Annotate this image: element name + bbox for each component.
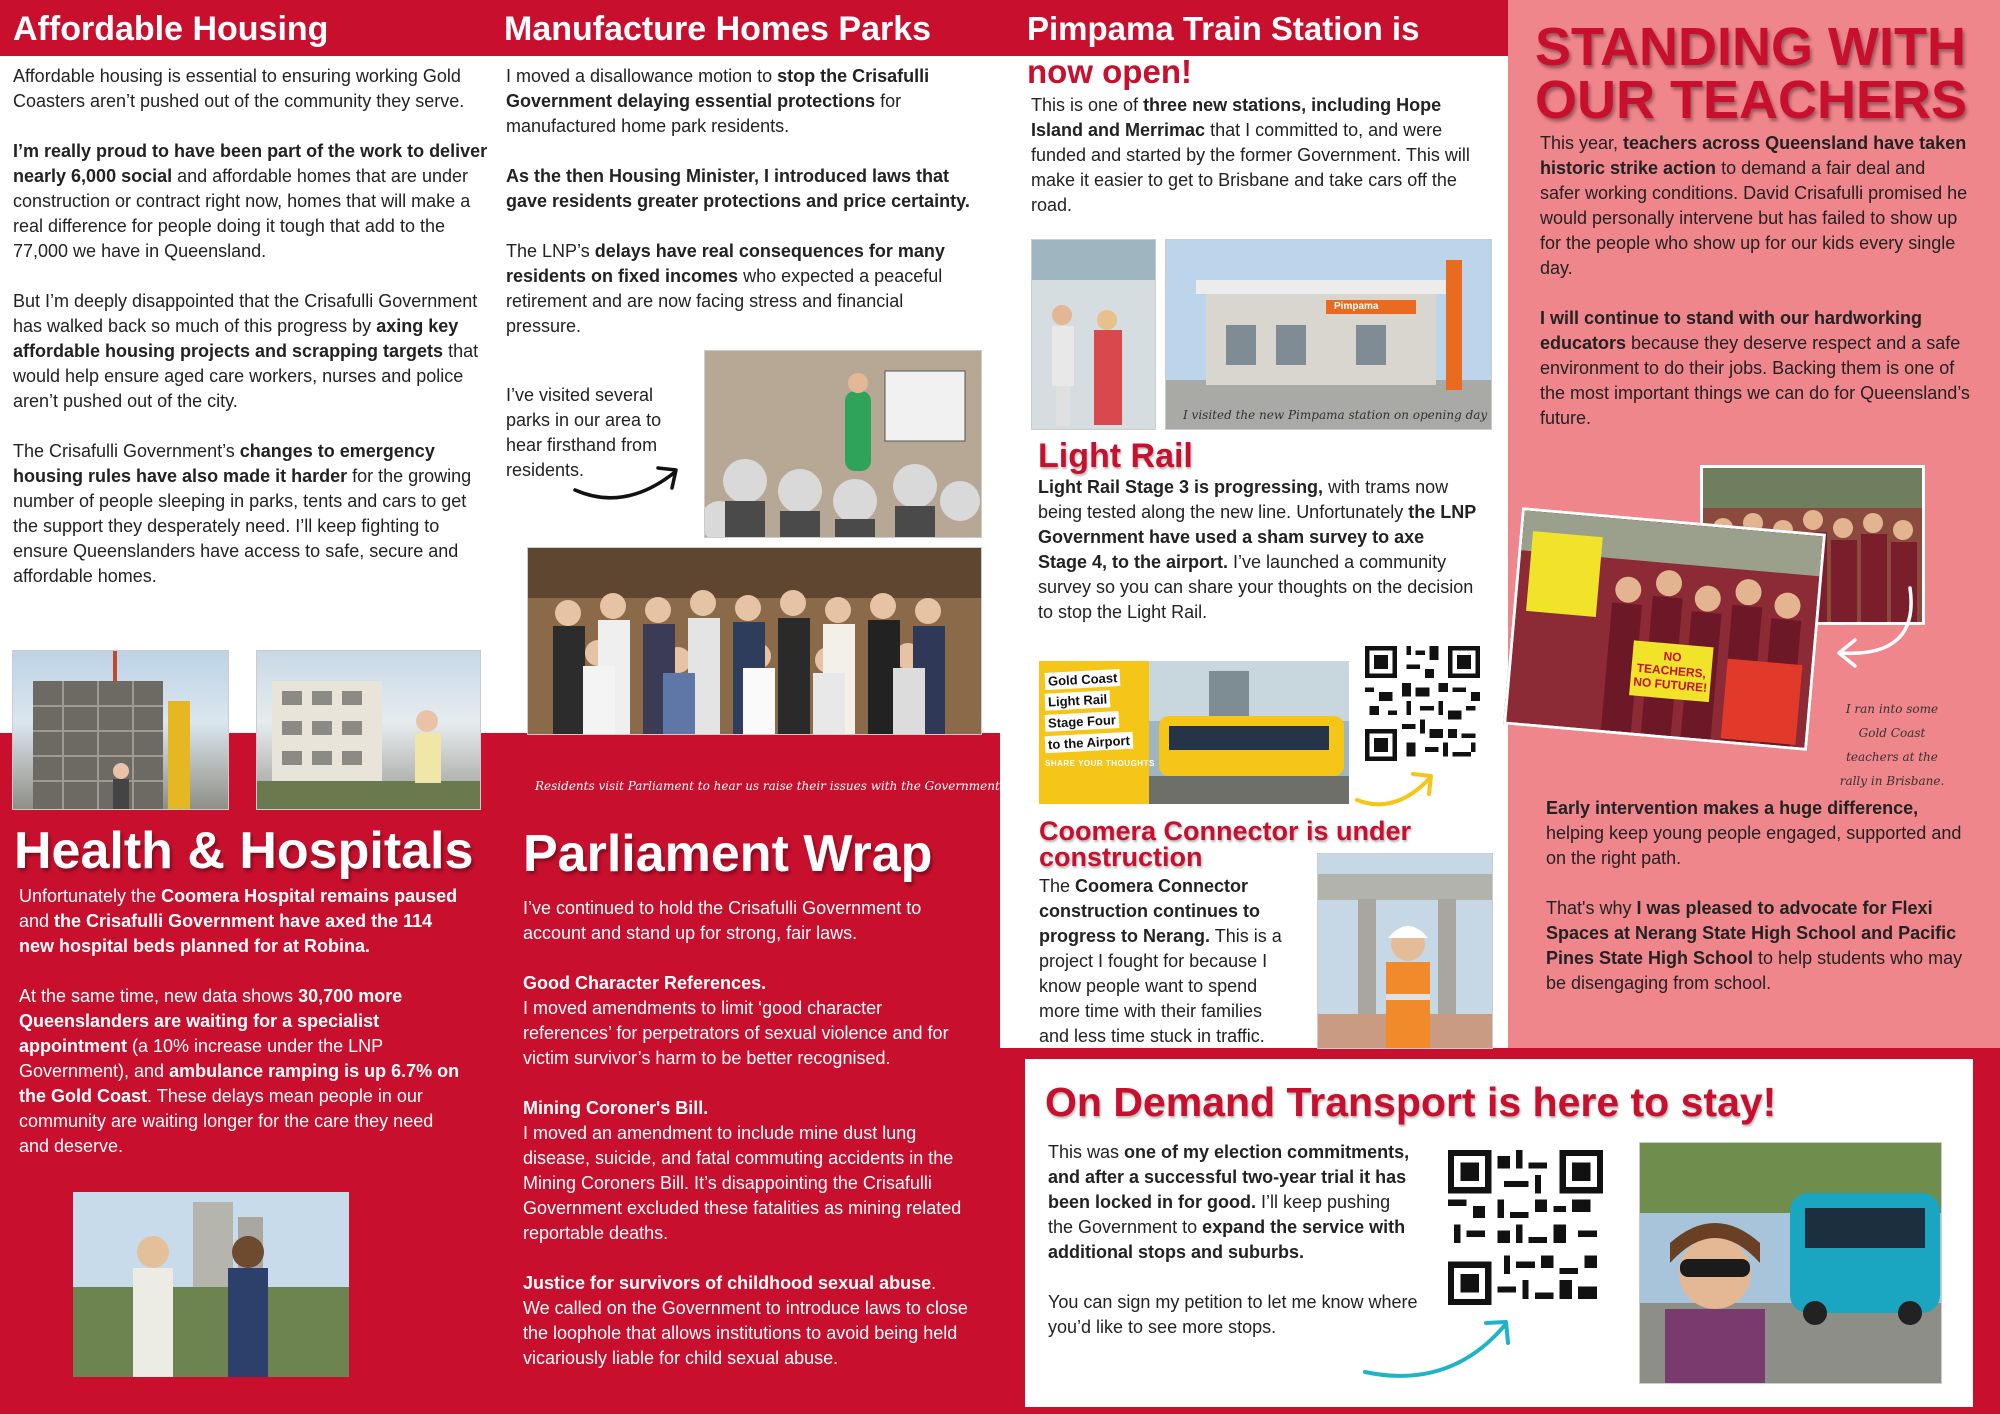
health-p2-bold2: ambulance ramping is up 6.7% on the Gold Coast — [19, 1061, 460, 1106]
parliament-s3-dot: . — [931, 1273, 937, 1293]
teachers-body-top — [1540, 131, 1970, 431]
affordable-p4-text2: for the growing number of people sleeping in parks, tents and cars to get the support they desperately need. I’ll keep fighting to ensure Queenslanders have access to safe, secure and affordable homes. — [13, 466, 472, 586]
parliament-group-photo — [527, 547, 982, 735]
lightrail-p1-bold: Light Rail Stage 3 is progressing, — [1038, 477, 1324, 497]
teachers-p2 — [1540, 306, 1970, 431]
lightrail-promo-text — [1045, 671, 1155, 768]
teachers-p4 — [1546, 896, 1971, 996]
manufactured-body — [506, 64, 976, 339]
promo-line-3: Stage Four — [1045, 711, 1120, 732]
ondemand-p1-text2: I’ll keep pushing the Government to — [1048, 1192, 1391, 1237]
affordable-p4-text: The Crisafulli Government’s — [13, 441, 240, 461]
pimpama-title-line2: now open! — [1027, 53, 1192, 90]
parliament-body — [523, 896, 968, 1371]
lightrail-p1-bold2: the LNP Government have used a sham survey to axe Stage 4, to the airport. — [1038, 502, 1476, 572]
yellow-arrow-icon — [1355, 760, 1445, 810]
teachers-body-bottom — [1546, 796, 1971, 996]
lightrail-p1-text2: I’ve launched a community survey so you can share your thoughts on the decision to stop the Light Rail. — [1038, 552, 1474, 622]
housing-construction-photo — [12, 650, 229, 810]
health-p1-bold: Coomera Hospital remains paused — [161, 886, 458, 906]
coomera-illustration — [1318, 854, 1493, 1049]
teachers-p1-text: This year, — [1540, 133, 1624, 153]
health-p2-text3: . These delays mean people in our community are waiting longer for the care they need and deserve. — [19, 1086, 434, 1156]
health-p1-text: Unfortunately the — [19, 886, 162, 906]
parliament-s2-body: I moved an amendment to include mine dust lung disease, suicide, and fatal commuting accidents in the Mining Coroners Bill. It’s disappointing the Crisafulli Government excluded these fatalities as mining related reportable deaths. — [523, 1123, 962, 1243]
health-title: Health & Hospitals — [14, 822, 474, 880]
pimpama-station-photo — [1165, 239, 1492, 430]
lightrail-title: Light Rail — [1038, 437, 1193, 475]
affordable-p3 — [13, 289, 488, 414]
affordable-p4 — [13, 439, 488, 589]
manufactured-p1 — [506, 64, 976, 139]
coomera-p1 — [1039, 874, 1294, 1049]
manufactured-title: Manufacture Homes Parks — [504, 10, 932, 48]
manufactured-p3-bold: delays have real consequences for many residents on fixed incomes — [506, 241, 945, 286]
lightrail-p1 — [1038, 475, 1478, 625]
affordable-body — [13, 64, 488, 589]
lightrail-p1-text: with trams now being tested along the new line. Unfortunately — [1038, 477, 1449, 522]
manufactured-p3-text: The LNP’s — [506, 241, 595, 261]
promo-line-2: Light Rail — [1045, 690, 1111, 710]
coomera-title-line1: Coomera Connector is under — [1039, 816, 1412, 846]
promo-line-1: Gold Coast — [1045, 669, 1121, 690]
pimpama-title-line1: Pimpama Train Station is — [1027, 10, 1420, 47]
hospital-illustration — [73, 1192, 349, 1377]
lightrail-survey-qr-code[interactable] — [1365, 646, 1480, 761]
teachers-rally-photo-front — [1503, 507, 1826, 751]
white-curved-arrow-icon — [1825, 578, 1925, 688]
teachers-p3-bold: Early intervention makes a huge difference, — [1546, 798, 1919, 818]
manufactured-p2 — [506, 164, 976, 214]
parliament-photo-caption: Residents visit Parliament to hear us raise their issues with the Government — [535, 779, 1000, 793]
construction-illustration — [13, 651, 229, 810]
affordable-p2-text: and affordable homes that are under construction or contract right now, homes that will make a real difference for people doing it tough that add to the 77,000 we have in Queensland. — [13, 166, 471, 261]
teachers-title-line1: STANDING WITH — [1535, 17, 1966, 77]
coomera-p1-text: The — [1039, 876, 1076, 896]
ondemand-petition-qr-code[interactable] — [1448, 1150, 1603, 1305]
manufactured-p2-bold: As the then Housing Minister, I introduced laws that gave residents greater protections and price certainty. — [506, 166, 970, 211]
affordable-p3-text: But I’m deeply disappointed that the Crisafulli Government has walked back so much of this progress by — [13, 291, 478, 336]
pimpama-body — [1031, 93, 1471, 218]
manufactured-p1-bold: stop the Crisafulli Government delaying essential protections — [506, 66, 930, 111]
ondemand-p2: You can sign my petition to let me know where you’d like to see more stops. — [1048, 1292, 1418, 1337]
manufactured-p1-text: I moved a disallowance motion to — [506, 66, 778, 86]
ondemand-p1-bold2: expand the service with additional stops and suburbs. — [1048, 1217, 1406, 1262]
lightrail-body — [1038, 475, 1478, 625]
affordable-p3-text2: that would help ensure aged care workers, nurses and police aren’t pushed out of the city. — [13, 341, 479, 411]
coomera-p1-bold: Coomera Connector construction continues to progress to Nerang. — [1039, 876, 1261, 946]
parliament-s3-body: We called on the Government to introduce laws to close the loophole that allows institutions to avoid being held vicariously liable for child sexual abuse. — [523, 1298, 968, 1368]
pimpama-p1-bold: three new stations, including Hope Island and Merrimac — [1031, 95, 1442, 140]
station-sign-text: Pimpama — [1334, 301, 1379, 312]
teachers-group-illustration — [1506, 510, 1826, 751]
parliament-intro: I’ve continued to hold the Crisafulli Government to account and stand up for strong, fair laws. — [523, 898, 922, 943]
lightrail-promo-graphic — [1039, 661, 1349, 804]
promo-line-4: to the Airport — [1045, 732, 1134, 754]
health-p2-text: At the same time, new data shows — [19, 986, 299, 1006]
parliament-s1-body: I moved amendments to limit ‘good character references’ for perpetrators of sexual violence and for victim survivor’s harm to be better recognised. — [523, 998, 949, 1068]
coomera-title-line2: construction — [1039, 842, 1203, 872]
qr-code-icon — [1448, 1150, 1603, 1305]
manufactured-p1-text2: for manufactured home park residents. — [506, 91, 902, 136]
station-visit-illustration — [1032, 240, 1156, 430]
teachers-p2-bold: I will continue to stand with our hardworking educators — [1540, 308, 1922, 353]
coomera-p1-text2: This is a project I fought for because I know people want to spend more time with their families and less time stuck in traffic. — [1039, 926, 1282, 1046]
hospital-site-photo — [73, 1192, 349, 1377]
housing-complex-photo — [256, 650, 481, 810]
teachers-p3-text: helping keep young people engaged, supported and on the right path. — [1546, 823, 1962, 868]
promo-cta: SHARE YOUR THOUGHTS — [1045, 759, 1155, 768]
residents-meeting-photo — [704, 350, 982, 538]
teachers-p1-bold: teachers across Queensland have taken historic strike action — [1540, 133, 1967, 178]
ondemand-p1 — [1048, 1140, 1418, 1265]
pimpama-p1 — [1031, 93, 1471, 218]
health-p1-bold2: the Crisafulli Government have axed the 114 new hospital beds planned for at Robina. — [19, 911, 433, 956]
teachers-caption: I ran into some Gold Coast teachers at the rally in Brisbane. — [1839, 702, 1945, 788]
teachers-p4-bold: I was pleased to advocate for Flexi Spaces at Nerang State High School and Pacific Pines State High School — [1546, 898, 1957, 968]
teachers-p3 — [1546, 796, 1971, 871]
parliament-s1-head: Good Character References. — [523, 973, 767, 993]
teachers-p4-text2: to help students who may be disengaging from school. — [1546, 948, 1963, 993]
teachers-p2-text: because they deserve respect and a safe environment to do their jobs. Backing them is one of the most important things we can do for Queensland’s future. — [1540, 333, 1970, 428]
ondemand-p1-bold: one of my election commitments, and after a successful two-year trial it has been locked in for good. — [1048, 1142, 1410, 1212]
manufactured-p3-text2: who expected a peaceful retirement and are now facing stress and financial pressure. — [506, 266, 943, 336]
affordable-p3-bold: axing key affordable housing projects and scrapping targets — [13, 316, 459, 361]
meeting-illustration — [705, 351, 982, 538]
pimpama-caption: I visited the new Pimpama station on opening day — [1183, 408, 1488, 422]
affordable-p1: Affordable housing is essential to ensuring working Gold Coasters aren’t pushed out of the community they serve. — [13, 66, 465, 111]
teachers-p1 — [1540, 131, 1970, 281]
health-p2 — [19, 984, 464, 1159]
parliament-s3-head: Justice for survivors of childhood sexual abuse — [523, 1273, 932, 1293]
apartment-illustration — [257, 651, 481, 810]
group-illustration — [528, 548, 982, 735]
tram-illustration — [1149, 661, 1349, 804]
parliament-s2-head: Mining Coroner's Bill. — [523, 1098, 709, 1118]
affordable-title: Affordable Housing — [13, 10, 329, 48]
parliament-title: Parliament Wrap — [523, 825, 933, 883]
ondemand-p1-text: This was — [1048, 1142, 1125, 1162]
health-p1-text2: and — [19, 911, 55, 931]
teachers-p4-text: That's why — [1546, 898, 1637, 918]
health-p2-bold: 30,700 more Queenslanders are waiting for a specialist appointment — [19, 986, 403, 1056]
manufactured-visited-text: I’ve visited several parks in our area to hear firsthand from residents. — [506, 385, 662, 480]
curved-arrow-icon — [570, 450, 685, 510]
health-body — [19, 884, 464, 1159]
affordable-p4-bold: changes to emergency housing rules have also made it harder — [13, 441, 435, 486]
ondemand-title: On Demand Transport is here to stay! — [1045, 1079, 1777, 1125]
coomera-body — [1039, 874, 1294, 1049]
parliament-s3-head-row — [523, 1271, 968, 1296]
ondemand-bus-photo — [1639, 1142, 1942, 1384]
station-visit-photo — [1031, 239, 1156, 430]
coomera-construction-photo — [1317, 853, 1493, 1049]
manufactured-p3 — [506, 239, 976, 339]
pimpama-p1-text2: that I committed to, and were funded and started by the former Government. This will make it easier to get to Brisbane and take cars off the road. — [1031, 120, 1470, 215]
qr-code-icon — [1365, 646, 1480, 761]
health-p2-text2: (a 10% increase under the LNP Government), and — [19, 1036, 383, 1081]
teachers-sign-text: NO TEACHERS, NO FUTURE! — [1632, 649, 1708, 695]
teachers-p1-text2: to demand a fair deal and safer working conditions. David Crisafulli promised he would personally intervene but has failed to show up for the people who show up for our kids every single day. — [1540, 158, 1968, 278]
bus-illustration — [1640, 1143, 1942, 1384]
affordable-p2 — [13, 139, 488, 264]
station-building-illustration — [1166, 240, 1492, 430]
health-p1 — [19, 884, 464, 959]
teal-arrow-icon — [1360, 1310, 1525, 1385]
teachers-title-line2: OUR TEACHERS — [1535, 70, 1968, 130]
affordable-p2-bold: I’m really proud to have been part of the work to deliver nearly 6,000 social — [13, 141, 488, 186]
pimpama-p1-text: This is one of — [1031, 95, 1144, 115]
